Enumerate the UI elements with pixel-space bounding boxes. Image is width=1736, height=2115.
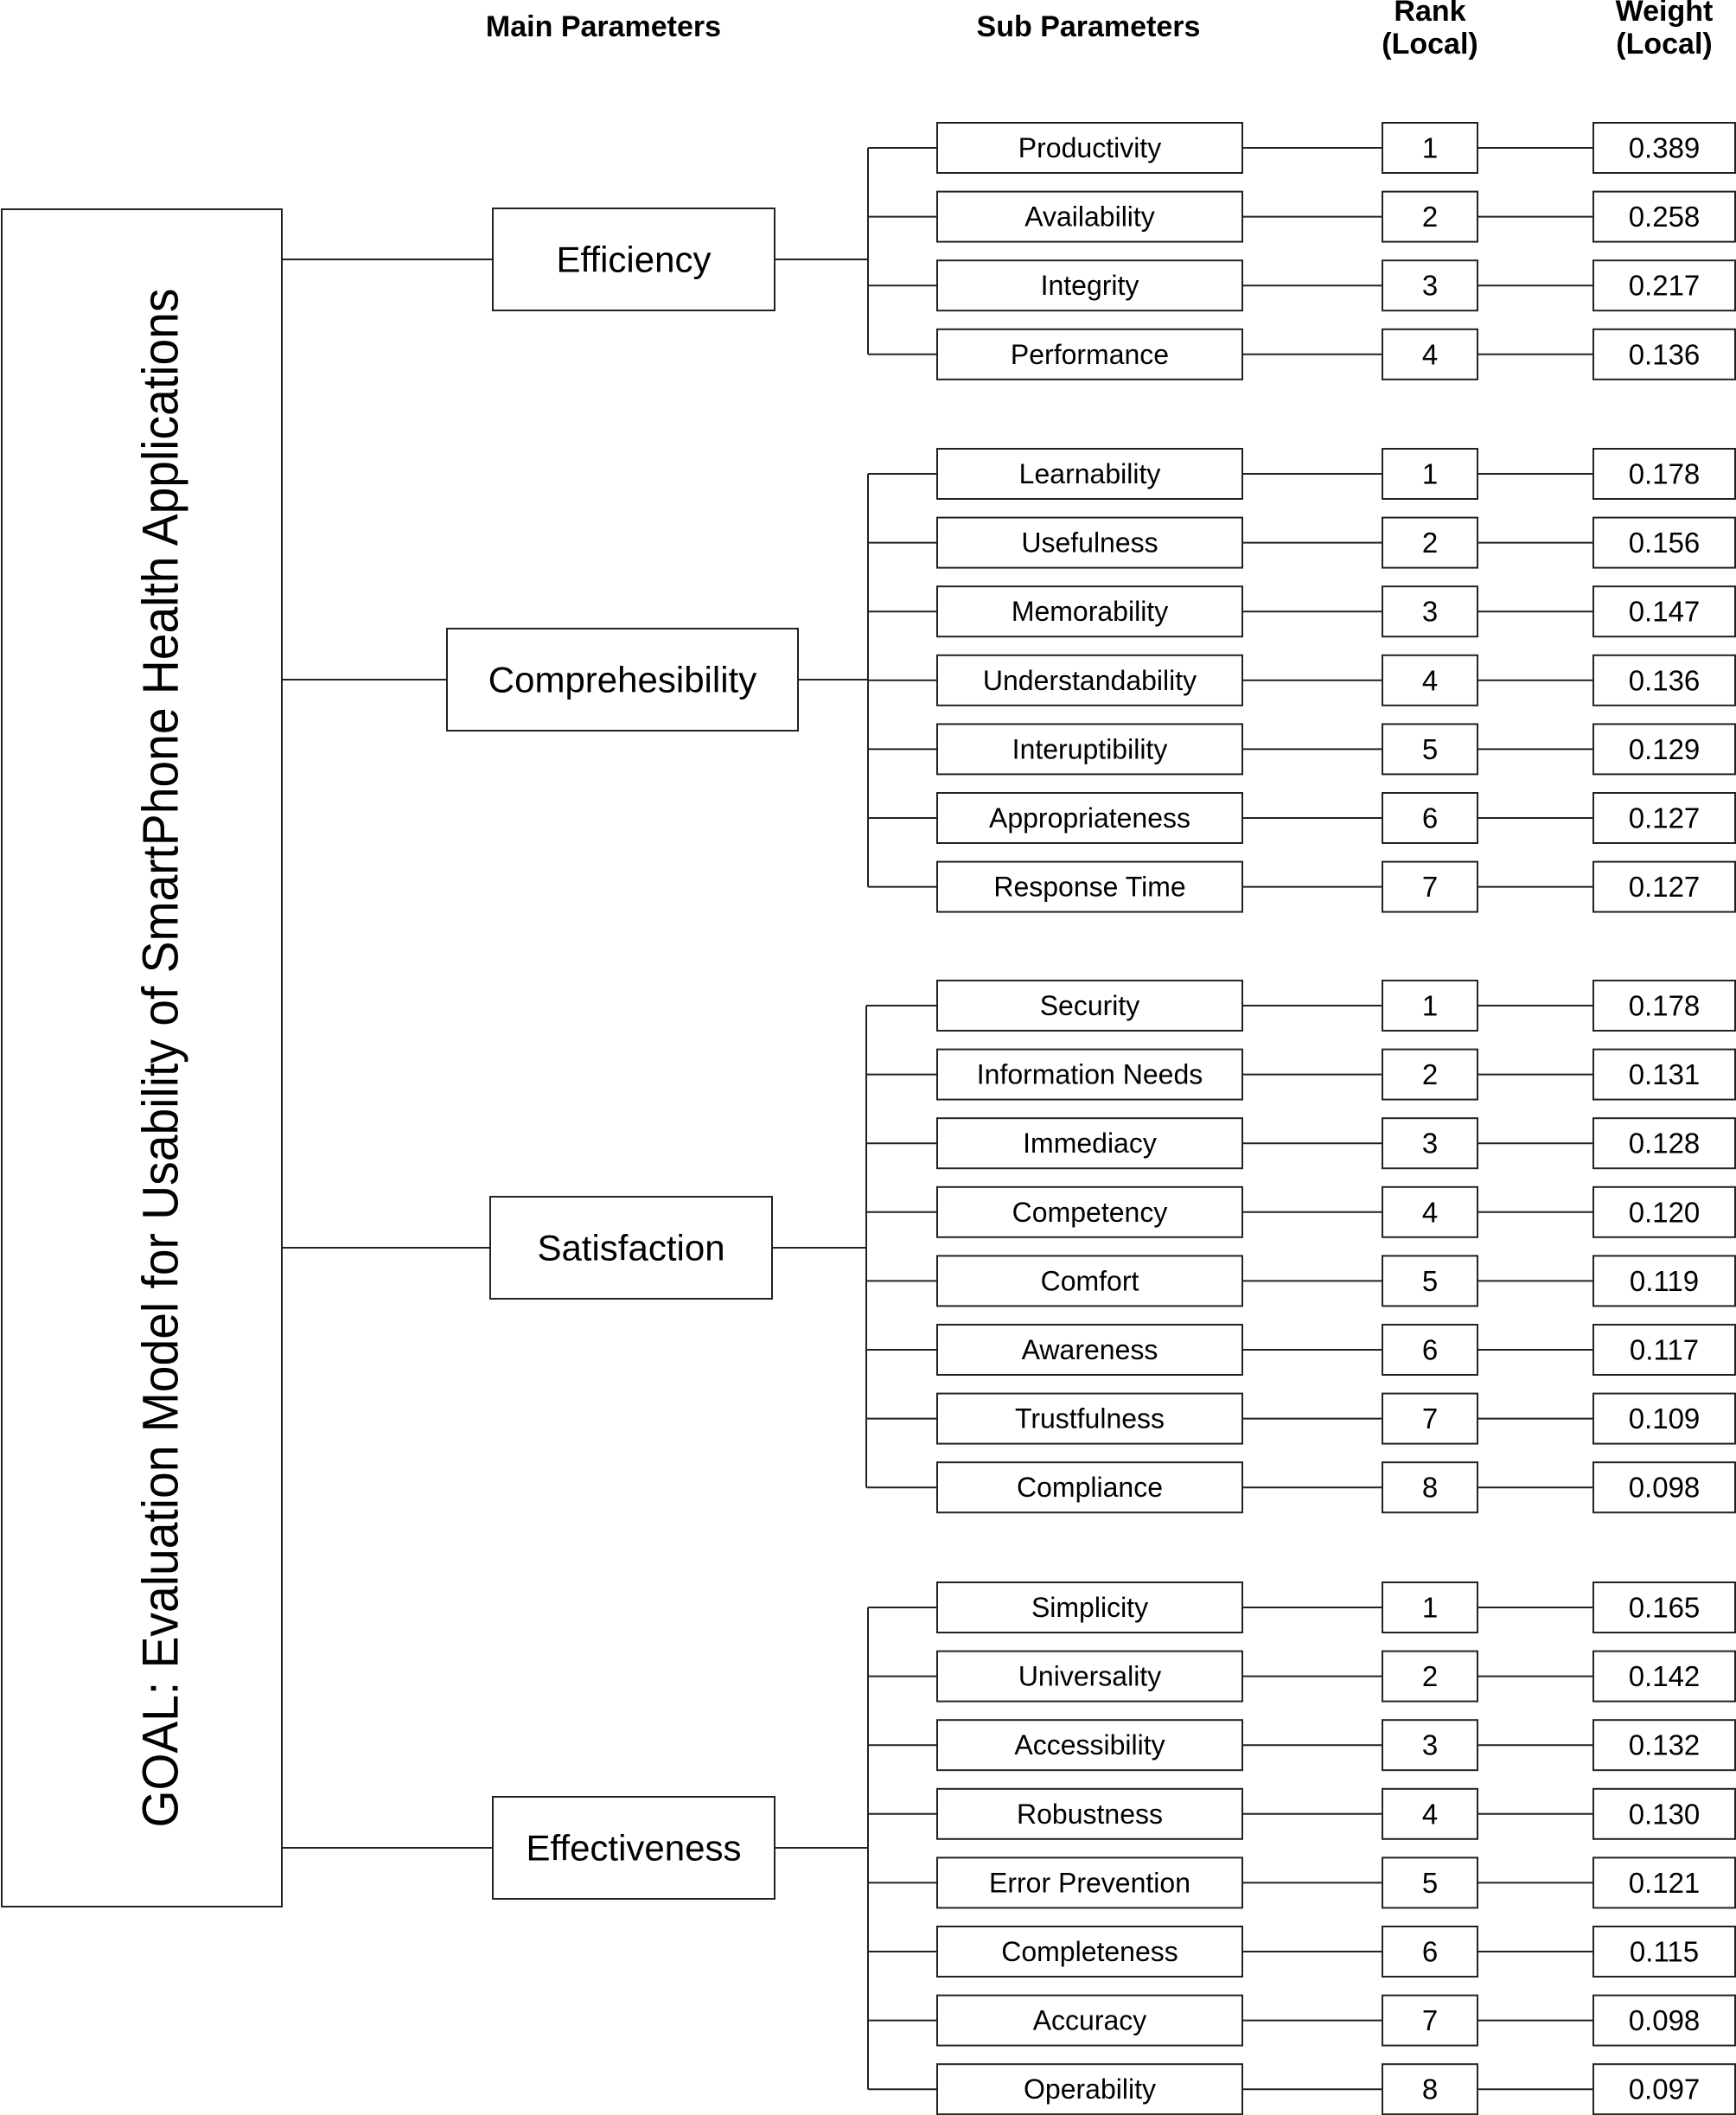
sub-parameter-row <box>866 1256 1735 1306</box>
rank-value: 2 <box>1421 1660 1439 1693</box>
rank-value: 4 <box>1421 664 1439 697</box>
sub-parameter-row <box>868 1652 1735 1702</box>
sub-parameter-label: Usefulness <box>1021 527 1158 559</box>
weight-value: 0.165 <box>1628 1591 1701 1624</box>
weight-value: 0.258 <box>1628 201 1701 233</box>
sub-parameter-row <box>866 1187 1735 1237</box>
rank-value: 5 <box>1421 732 1439 765</box>
main-parameter-group <box>282 981 1735 1512</box>
weight-value: 0.131 <box>1628 1058 1701 1091</box>
sub-parameter-label: Memorability <box>1011 596 1169 628</box>
header-weight-line1: Weight <box>1615 0 1714 28</box>
sub-parameter-row <box>868 1996 1735 2046</box>
main-parameter-label: Efficiency <box>556 239 712 280</box>
rank-value: 7 <box>1421 871 1439 904</box>
sub-parameter-label: Immediacy <box>1023 1128 1157 1160</box>
weight-value: 0.136 <box>1628 338 1701 371</box>
sub-parameter-row <box>866 1050 1735 1100</box>
weight-value: 0.130 <box>1628 1798 1701 1831</box>
sub-parameter-label: Integrity <box>1040 270 1139 302</box>
sub-parameter-label: Appropriateness <box>988 802 1191 834</box>
rank-value: 2 <box>1421 1058 1439 1091</box>
sub-parameter-label: Information Needs <box>976 1058 1203 1090</box>
weight-value: 0.117 <box>1629 1333 1700 1366</box>
sub-parameter-row <box>868 192 1735 242</box>
header-sub-parameters: Sub Parameters <box>976 10 1201 43</box>
sub-parameter-row <box>868 1582 1735 1633</box>
sub-parameter-row <box>866 1462 1735 1512</box>
sub-parameter-label: Performance <box>1010 338 1170 370</box>
sub-parameter-label: Learnability <box>1018 458 1161 489</box>
weight-value: 0.109 <box>1628 1403 1701 1435</box>
sub-parameter-row <box>866 1118 1735 1168</box>
sub-parameter-label: Operability <box>1024 2073 1156 2105</box>
sub-parameter-label: Universality <box>1018 1660 1162 1692</box>
sub-parameter-row <box>868 518 1735 568</box>
sub-parameter-row <box>868 724 1735 774</box>
sub-parameter-row <box>868 862 1735 912</box>
rank-value: 6 <box>1421 1333 1439 1366</box>
main-parameter-group <box>282 123 1735 380</box>
sub-parameter-row <box>866 1394 1735 1444</box>
weight-value: 0.119 <box>1629 1264 1700 1297</box>
weight-value: 0.142 <box>1628 1660 1701 1693</box>
weight-value: 0.120 <box>1628 1196 1701 1229</box>
sub-parameter-row <box>868 329 1735 380</box>
weight-value: 0.127 <box>1628 802 1701 834</box>
main-parameter-group <box>282 1582 1735 2114</box>
weight-value: 0.129 <box>1628 732 1701 765</box>
weight-value: 0.128 <box>1628 1127 1701 1160</box>
sub-parameter-label: Comfort <box>1040 1265 1139 1297</box>
rank-value: 8 <box>1421 1471 1439 1504</box>
header-weight-line2: (Local) <box>1616 28 1713 61</box>
rank-value: 4 <box>1421 338 1439 371</box>
rank-value: 4 <box>1421 1798 1439 1831</box>
sub-parameter-label: Understandability <box>982 664 1197 696</box>
sub-parameter-label: Security <box>1039 990 1140 1021</box>
rank-value: 1 <box>1421 457 1439 490</box>
rank-value: 3 <box>1421 595 1439 628</box>
sub-parameter-label: Productivity <box>1018 132 1162 163</box>
main-parameter-label: Satisfaction <box>537 1227 725 1268</box>
weight-value: 0.098 <box>1628 1471 1701 1504</box>
goal-group <box>2 209 282 1907</box>
sub-parameter-row <box>868 1927 1735 1977</box>
weight-value: 0.178 <box>1628 457 1701 490</box>
main-parameter-group <box>282 449 1735 912</box>
sub-parameter-row <box>868 123 1735 173</box>
rank-value: 8 <box>1421 2073 1439 2105</box>
sub-parameter-row <box>866 1325 1735 1375</box>
weight-value: 0.097 <box>1628 2073 1701 2105</box>
sub-parameter-label: Completeness <box>1001 1936 1178 1967</box>
sub-parameter-label: Accessibility <box>1014 1729 1165 1761</box>
rank-value: 7 <box>1421 2004 1439 2037</box>
weight-value: 0.389 <box>1628 131 1701 164</box>
sub-parameter-label: Awareness <box>1021 1334 1158 1365</box>
sub-parameter-row <box>868 260 1735 310</box>
sub-parameter-row <box>868 586 1735 636</box>
sub-parameter-label: Compliance <box>1017 1472 1163 1504</box>
rank-value: 3 <box>1421 1127 1439 1160</box>
rank-value: 1 <box>1421 989 1439 1022</box>
main-parameter-label: Comprehesibility <box>488 659 757 700</box>
rank-value: 2 <box>1421 527 1439 559</box>
header-rank-line1: Rank <box>1394 0 1466 28</box>
sub-parameter-label: Simplicity <box>1031 1592 1149 1623</box>
rank-value: 3 <box>1421 269 1439 302</box>
sub-parameter-row <box>868 1857 1735 1907</box>
sub-parameter-label: Availability <box>1024 201 1155 233</box>
rank-value: 1 <box>1421 1591 1439 1624</box>
weight-value: 0.136 <box>1628 664 1701 697</box>
rank-value: 5 <box>1421 1866 1439 1899</box>
weight-value: 0.127 <box>1628 871 1701 904</box>
rank-value: 4 <box>1421 1196 1439 1229</box>
weight-value: 0.132 <box>1628 1728 1701 1761</box>
sub-parameter-label: Error Prevention <box>989 1867 1190 1899</box>
sub-parameter-row <box>868 1789 1735 1839</box>
rank-value: 6 <box>1421 802 1439 834</box>
sub-parameter-label: Trustfulness <box>1014 1403 1165 1434</box>
sub-parameter-label: Accuracy <box>1032 2004 1147 2036</box>
sub-parameter-row <box>866 981 1735 1031</box>
goal-label: GOAL: Evaluation Model for Usability of SmartPhone Health Applications <box>132 210 189 1828</box>
weight-value: 0.156 <box>1628 527 1701 559</box>
rank-value: 5 <box>1421 1264 1439 1297</box>
sub-parameter-row <box>868 793 1735 843</box>
sub-parameter-label: Interuptibility <box>1012 733 1168 765</box>
weight-value: 0.217 <box>1628 269 1701 302</box>
header-rank-line2: (Local) <box>1382 28 1478 61</box>
rank-value: 6 <box>1421 1935 1439 1968</box>
rank-value: 7 <box>1421 1403 1439 1435</box>
header-main-parameters: Main Parameters <box>485 10 722 43</box>
weight-value: 0.098 <box>1628 2004 1701 2037</box>
parameter-tree <box>282 123 1735 2114</box>
rank-value: 2 <box>1421 201 1439 233</box>
sub-parameter-label: Response Time <box>993 871 1186 903</box>
sub-parameter-row <box>868 449 1735 499</box>
sub-parameter-label: Robustness <box>1017 1798 1163 1830</box>
weight-value: 0.121 <box>1628 1866 1701 1899</box>
rank-value: 3 <box>1421 1728 1439 1761</box>
sub-parameter-row <box>868 655 1735 706</box>
rank-value: 1 <box>1421 131 1439 164</box>
sub-parameter-row <box>868 2064 1735 2114</box>
weight-value: 0.178 <box>1628 989 1701 1022</box>
weight-value: 0.115 <box>1629 1935 1700 1968</box>
sub-parameter-row <box>868 1720 1735 1770</box>
sub-parameter-label: Competency <box>1012 1196 1168 1228</box>
main-parameter-label: Effectiveness <box>526 1827 742 1869</box>
weight-value: 0.147 <box>1628 595 1701 628</box>
column-headers <box>486 0 1713 61</box>
